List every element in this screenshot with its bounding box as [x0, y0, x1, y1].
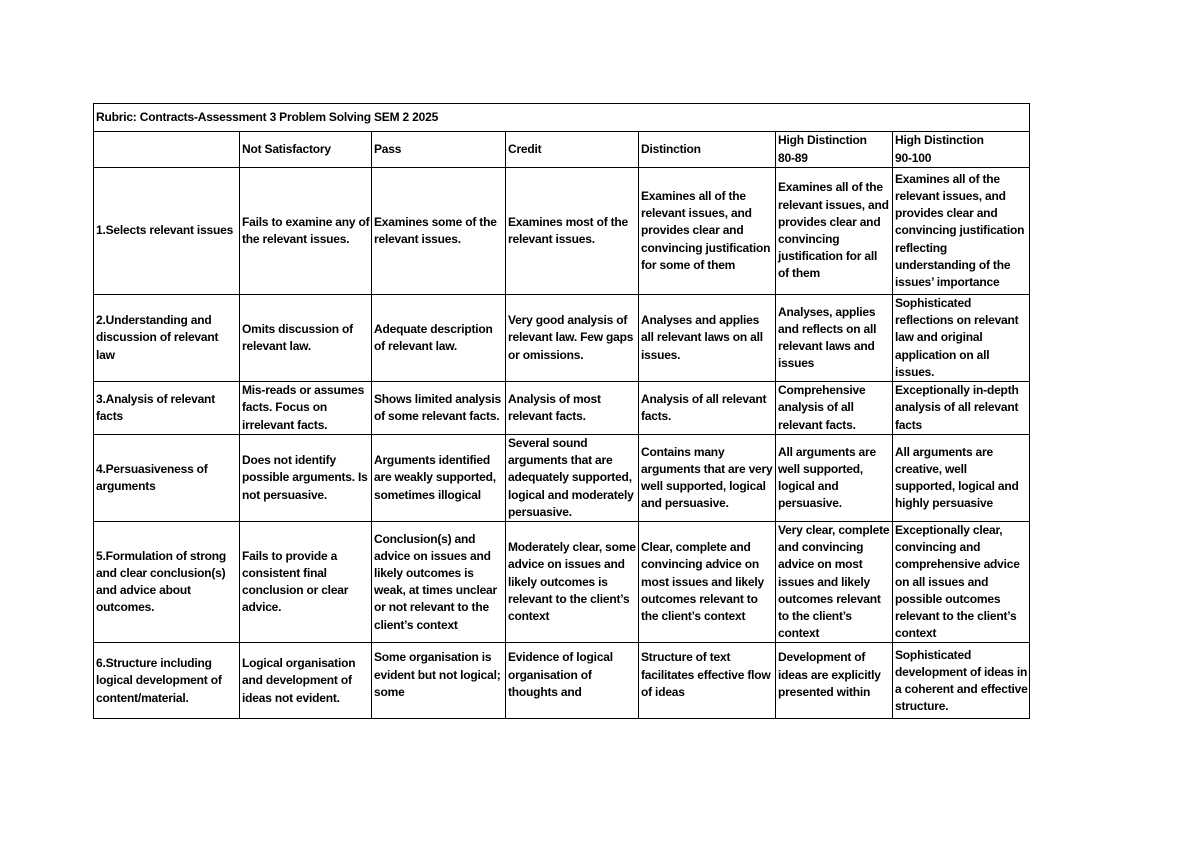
rubric-cell: Adequate description of relevant law.: [372, 295, 506, 382]
criterion-cell: 1.Selects relevant issues: [94, 168, 240, 295]
rubric-cell: Analyses, applies and reflects on all relevant laws and issues: [776, 295, 893, 382]
header-hd-90-100: High Distinction 90-100: [893, 132, 1030, 168]
header-distinction: Distinction: [639, 132, 776, 168]
header-criterion: [94, 132, 240, 168]
rubric-cell: Examines all of the relevant issues, and provides clear and convincing justification reflecting understanding of the issues’ importance: [893, 168, 1030, 295]
rubric-cell: Fails to provide a consistent final conclusion or clear advice.: [240, 522, 372, 643]
criterion-cell: 4.Persuasiveness of arguments: [94, 435, 240, 522]
rubric-cell: All arguments are creative, well supported, logical and highly persuasive: [893, 435, 1030, 522]
rubric-cell: Analyses and applies all relevant laws on all issues.: [639, 295, 776, 382]
header-hd-80-89: High Distinction 80-89: [776, 132, 893, 168]
table-row: [94, 435, 1030, 522]
criterion-cell: 6.Structure including logical development of content/material.: [94, 643, 240, 719]
rubric-cell: Arguments identified are weakly supported, sometimes illogical: [372, 435, 506, 522]
rubric-cell: Clear, complete and convincing advice on most issues and likely outcomes relevant to the client’s context: [639, 522, 776, 643]
rubric-cell: Some organisation is evident but not logical; some: [372, 643, 506, 719]
rubric-cell: Omits discussion of relevant law.: [240, 295, 372, 382]
rubric-cell: Structure of text facilitates effective flow of ideas: [639, 643, 776, 719]
rubric-cell: Mis-reads or assumes facts. Focus on irrelevant facts.: [240, 382, 372, 435]
table-row: [94, 382, 1030, 435]
rubric-cell: Examines most of the relevant issues.: [506, 168, 639, 295]
rubric-cell: Analysis of all relevant facts.: [639, 382, 776, 435]
title-row: [94, 104, 1030, 132]
criterion-cell: 5.Formulation of strong and clear conclusion(s) and advice about outcomes.: [94, 522, 240, 643]
header-row: [94, 132, 1030, 168]
table-row: [94, 295, 1030, 382]
rubric-cell: Several sound arguments that are adequately supported, logical and moderately persuasive.: [506, 435, 639, 522]
table-row: [94, 643, 1030, 719]
rubric-cell: All arguments are well supported, logical and persuasive.: [776, 435, 893, 522]
rubric-title: Rubric: Contracts-Assessment 3 Problem Solving SEM 2 2025: [94, 104, 1030, 132]
rubric-cell: Logical organisation and development of ideas not evident.: [240, 643, 372, 719]
rubric-cell: Exceptionally clear, convincing and comprehensive advice on all issues and possible outcomes relevant to the client’s context: [893, 522, 1030, 643]
criterion-cell: 3.Analysis of relevant facts: [94, 382, 240, 435]
rubric-cell: Very good analysis of relevant law. Few gaps or omissions.: [506, 295, 639, 382]
rubric-cell: Does not identify possible arguments. Is not persuasive.: [240, 435, 372, 522]
rubric-cell: Evidence of logical organisation of thoughts and: [506, 643, 639, 719]
criterion-cell: 2.Understanding and discussion of relevant law: [94, 295, 240, 382]
header-credit: Credit: [506, 132, 639, 168]
rubric-cell: Comprehensive analysis of all relevant facts.: [776, 382, 893, 435]
rubric-cell: Very clear, complete and convincing advice on most issues and likely outcomes relevant to the client’s context: [776, 522, 893, 643]
rubric-cell: Exceptionally in-depth analysis of all relevant facts: [893, 382, 1030, 435]
rubric-cell: Shows limited analysis of some relevant facts.: [372, 382, 506, 435]
rubric-cell: Sophisticated reflections on relevant law and original application on all issues.: [893, 295, 1030, 382]
header-not-satisfactory: Not Satisfactory: [240, 132, 372, 168]
rubric-cell: Analysis of most relevant facts.: [506, 382, 639, 435]
table-row: [94, 522, 1030, 643]
rubric-cell: Conclusion(s) and advice on issues and likely outcomes is weak, at times unclear or not relevant to the client’s context: [372, 522, 506, 643]
rubric-cell: Examines all of the relevant issues, and provides clear and convincing justification for all of them: [776, 168, 893, 295]
rubric-cell: Examines all of the relevant issues, and provides clear and convincing justification for some of them: [639, 168, 776, 295]
rubric-cell: Moderately clear, some advice on issues and likely outcomes is relevant to the client’s context: [506, 522, 639, 643]
header-pass: Pass: [372, 132, 506, 168]
rubric-cell: Sophisticated development of ideas in a coherent and effective structure.: [893, 643, 1030, 719]
table-row: [94, 168, 1030, 295]
rubric-cell: Fails to examine any of the relevant issues.: [240, 168, 372, 295]
rubric-cell: Development of ideas are explicitly presented within: [776, 643, 893, 719]
rubric-cell: Examines some of the relevant issues.: [372, 168, 506, 295]
rubric-table: [93, 103, 1030, 719]
rubric-cell: Contains many arguments that are very well supported, logical and persuasive.: [639, 435, 776, 522]
